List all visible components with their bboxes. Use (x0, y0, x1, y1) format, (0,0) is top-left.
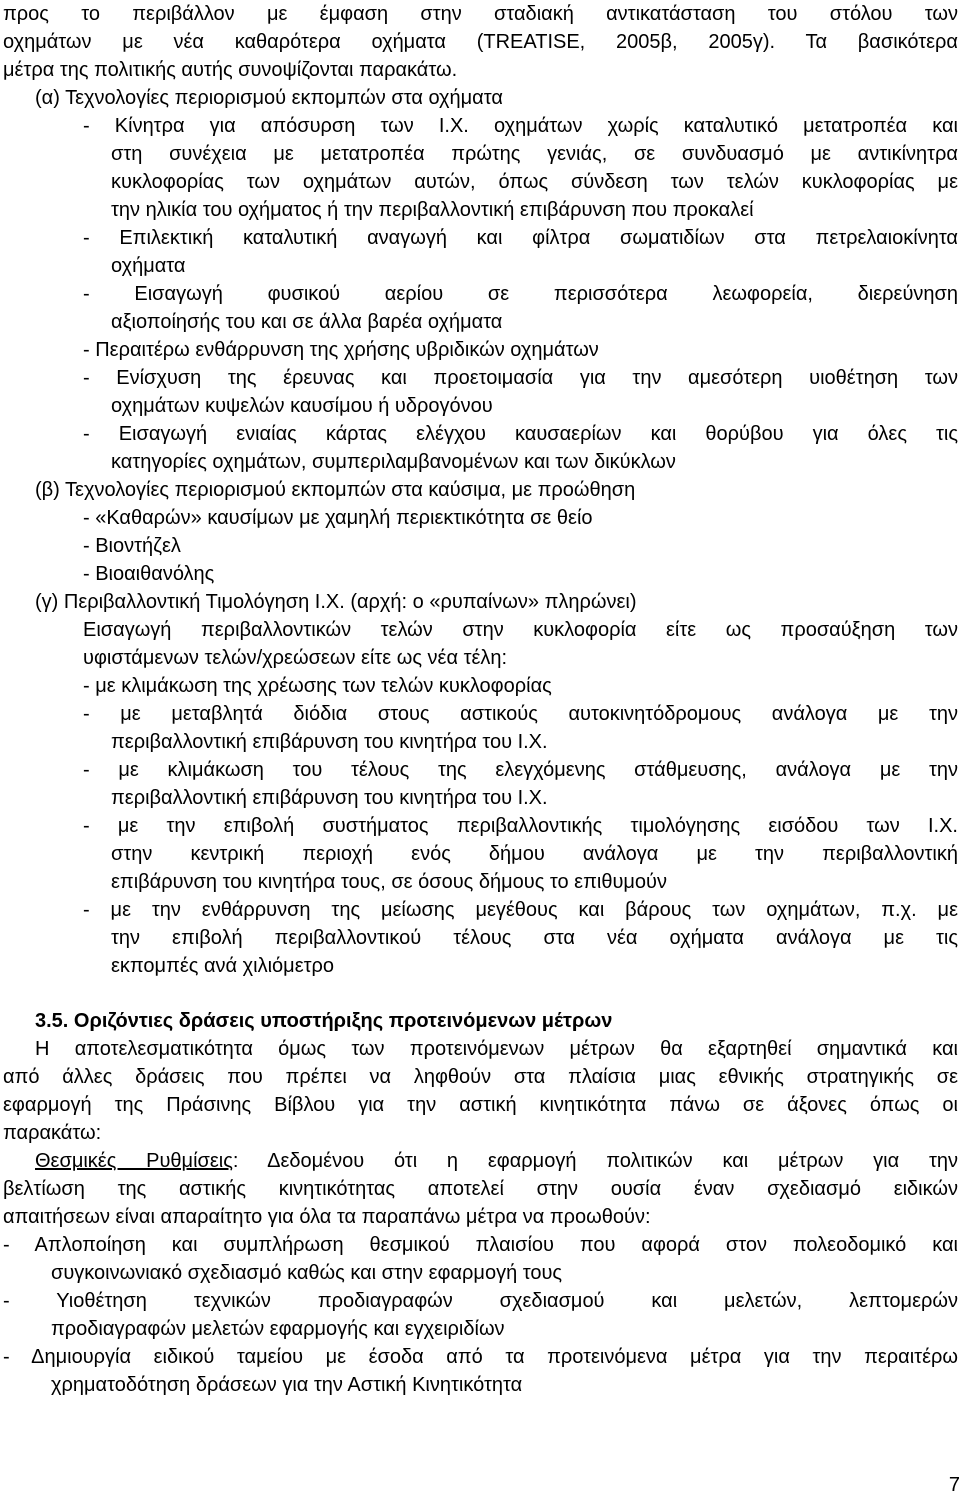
text-line: - Κίνητρα για απόσυρση των Ι.Χ. οχημάτων χωρίς καταλυτικό μετατροπέα και (83, 115, 958, 137)
text-line: από άλλες δράσεις που πρέπει να ληφθούν στα πλαίσια μιας εθνικής στρατηγικής σε (3, 1066, 958, 1088)
text-line: μέτρα της πολιτικής αυτής συνοψίζονται παρακάτω. (3, 59, 458, 81)
text-line: περιβαλλοντική επιβάρυνση του κινητήρα του Ι.Χ. (111, 731, 548, 753)
text-line: οχήματα (111, 255, 186, 277)
text-line: - Υιοθέτηση τεχνικών προδιαγραφών σχεδιασμού και μελετών, λεπτομερών (3, 1290, 958, 1312)
text-line: - Εισαγωγή ενιαίας κάρτας ελέγχου καυσαερίων και θορύβου για όλες τις (83, 423, 958, 445)
text-line: χρηματοδότηση δράσεων για την Αστική Κινητικότητα (51, 1374, 523, 1396)
text-line: - Ενίσχυση της έρευνας και προετοιμασία για την αμεσότερη υιοθέτηση των (83, 367, 958, 389)
text-line: - με την επιβολή συστήματος περιβαλλοντικής τιμολόγησης εισόδου των Ι.Χ. (83, 815, 958, 837)
text-line: - «Καθαρών» καυσίμων με χαμηλή περιεκτικότητα σε θείο (83, 507, 593, 529)
text-line: περιβαλλοντική επιβάρυνση του κινητήρα του Ι.Χ. (111, 787, 548, 809)
text-line: - με μεταβλητά διόδια στους αστικούς αυτοκινητόδρομους ανάλογα με την (83, 703, 958, 725)
section-heading: 3.5. Οριζόντιες δράσεις υποστήριξης προτεινόμενων μέτρων (35, 1010, 613, 1032)
text-line: κυκλοφορίας των οχημάτων αυτών, όπως σύνδεση των τελών κυκλοφορίας με (111, 171, 958, 193)
text-line: - με την ενθάρρυνση της μείωσης μεγέθους και βάρους των οχημάτων, π.χ. με (83, 899, 958, 921)
text-line: κατηγορίες οχημάτων, συμπεριλαμβανομένων και των δικύκλων (111, 451, 676, 473)
underlined-term: Θεσμικές Ρυθμίσεις (35, 1150, 233, 1172)
text-line: οχημάτων κυψελών καυσίμου ή υδρογόνου (111, 395, 493, 417)
text-line: απαιτήσεων είναι απαραίτητο για όλα τα παραπάνω μέτρα να προωθούν: (3, 1206, 651, 1228)
text-line: (γ) Περιβαλλοντική Τιμολόγηση Ι.Χ. (αρχή: ο «ρυπαίνων» πληρώνει) (35, 591, 637, 613)
page-number: 7 (948, 1474, 960, 1496)
text-line: - Περαιτέρω ενθάρρυνση της χρήσης υβριδικών οχημάτων (83, 339, 599, 361)
text-line: - Επιλεκτική καταλυτική αναγωγή και φίλτρα σωματιδίων στα πετρελαιοκίνητα (83, 227, 958, 249)
text-line: επιβάρυνση του κινητήρα τους, σε όσους δήμους το επιθυμούν (111, 871, 667, 893)
text-line: αξιοποίησής του και σε άλλα βαρέα οχήματα (111, 311, 503, 333)
text-line: - Εισαγωγή φυσικού αερίου σε περισσότερα λεωφορεία, διερεύνηση (83, 283, 958, 305)
text-line: την ηλικία του οχήματος ή την περιβαλλοντική επιβάρυνση που προκαλεί (111, 199, 754, 221)
text-line: εφαρμογή της Πράσινης Βίβλου για την αστική κινητικότητα πάνω σε άξονες όπως οι (3, 1094, 958, 1116)
text-line: στη συνέχεια με μετατροπέα πρώτης γενιάς, σε συνδυασμό με αντικίνητρα (111, 143, 958, 165)
text-line: - Βιοντήζελ (83, 535, 181, 557)
text-line: την επιβολή περιβαλλοντικού τέλους στα νέα οχήματα ανάλογα με τις (111, 927, 958, 949)
text-line: - με κλιμάκωση του τέλους της ελεγχόμενης στάθμευσης, ανάλογα με την (83, 759, 958, 781)
text-line: στην κεντρική περιοχή ενός δήμου ανάλογα με την περιβαλλοντική (111, 843, 958, 865)
text-line: Εισαγωγή περιβαλλοντικών τελών στην κυκλοφορία είτε ως προσαύξηση των (83, 619, 958, 641)
text-line: - με κλιμάκωση της χρέωσης των τελών κυκλοφορίας (83, 675, 552, 697)
text-line: υφιστάμενων τελών/χρεώσεων είτε ως νέα τέλη: (83, 647, 508, 669)
text-line: παρακάτω: (3, 1122, 102, 1144)
text-line: εκπομπές ανά χιλιόμετρο (111, 955, 335, 977)
text-line: προς το περιβάλλον με έμφαση στην σταδιακή αντικατάσταση του στόλου των (3, 3, 958, 25)
text-line: Η αποτελεσματικότητα όμως των προτεινόμενων μέτρων θα εξαρτηθεί σημαντικά και (35, 1038, 958, 1060)
text-line-rest: : Δεδομένου ότι η εφαρμογή πολιτικών και μέτρων για την (232, 1150, 959, 1172)
text-line: συγκοινωνιακό σχεδιασμό καθώς και στην εφαρμογή τους (51, 1262, 563, 1284)
text-line: - Δημιουργία ειδικού ταμείου με έσοδα από τα προτεινόμενα μέτρα για την περαιτέρω (3, 1346, 958, 1368)
text-line: (α) Τεχνολογίες περιορισμού εκπομπών στα οχήματα (35, 87, 503, 109)
text-line: οχημάτων με νέα καθαρότερα οχήματα (TREATISE, 2005β, 2005γ). Τα βασικότερα (3, 31, 958, 53)
text-line: βελτίωση της αστικής κινητικότητας αποτελεί στην ουσία έναν σχεδιασμό ειδικών (3, 1178, 958, 1200)
text-line: προδιαγραφών μελετών εφαρμογής και εγχειριδίων (51, 1318, 505, 1340)
text-line: - Απλοποίηση και συμπλήρωση θεσμικού πλαισίου που αφορά στον πολεοδομικό και (3, 1234, 958, 1256)
text-line: - Βιοαιθανόλης (83, 563, 215, 585)
text-line: (β) Τεχνολογίες περιορισμού εκπομπών στα καύσιμα, με προώθηση (35, 479, 636, 501)
text-line (35, 1147, 958, 1175)
